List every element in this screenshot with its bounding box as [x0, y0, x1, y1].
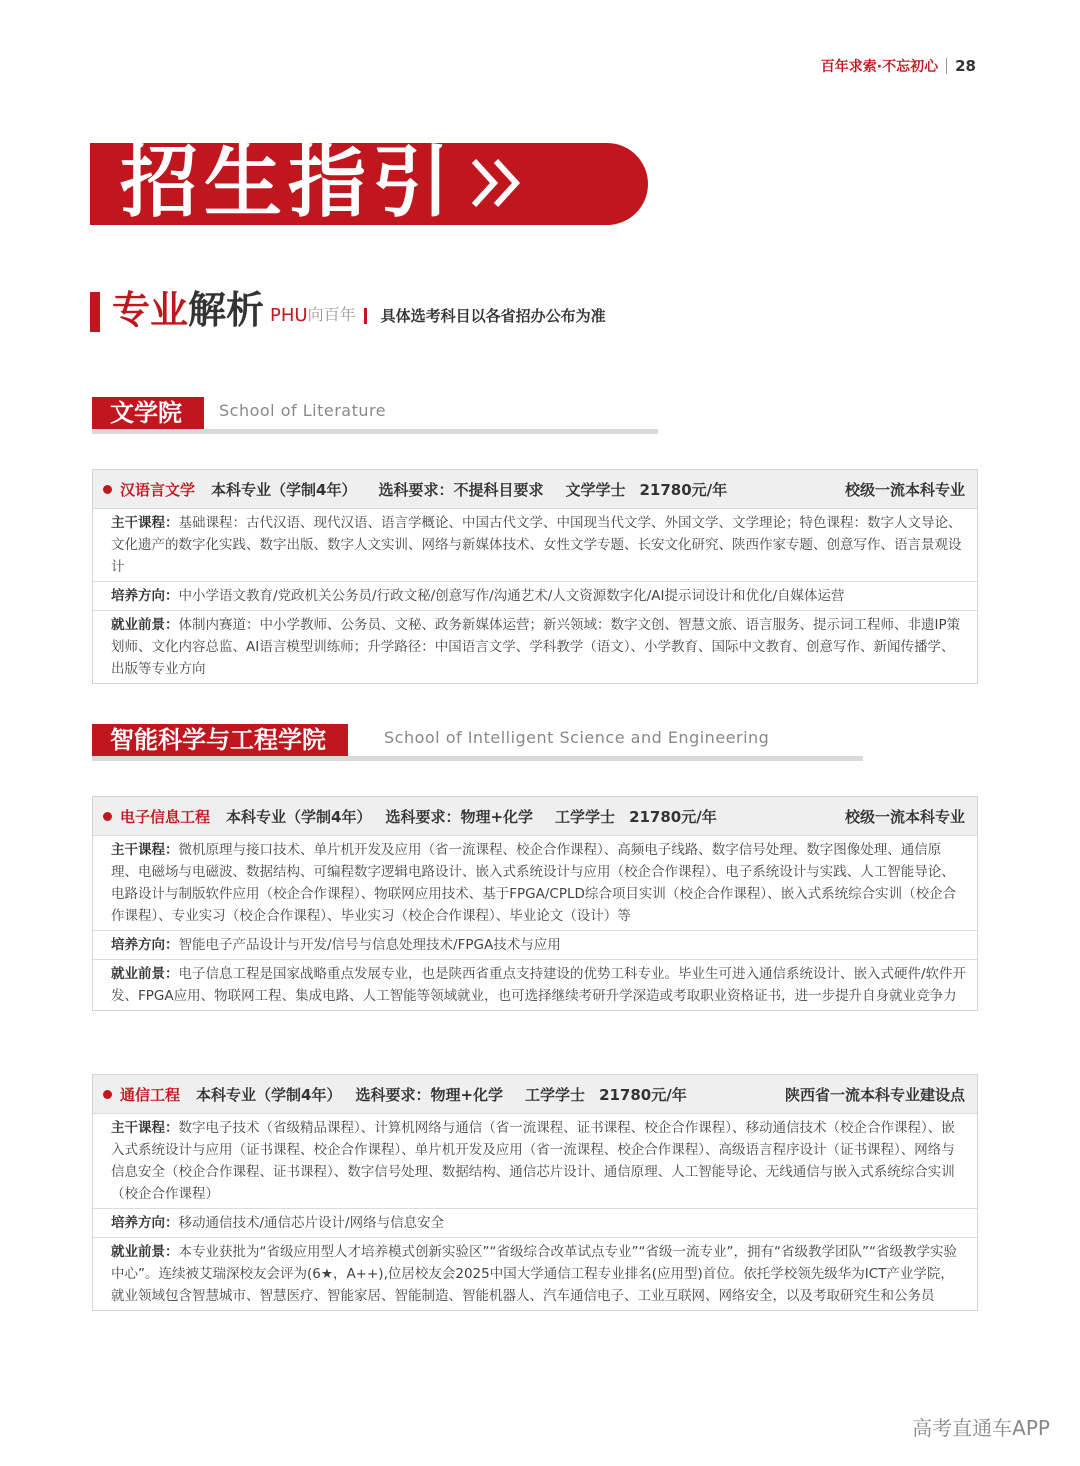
direction-text: 移动通信技术/通信芯片设计/网络与信息安全 — [178, 1215, 445, 1231]
major-requirement: 选科要求：物理+化学 — [385, 807, 534, 826]
major-badge: 陕西省一流本科专业建设点 — [784, 1085, 965, 1104]
school-name-en: School of Literature — [219, 401, 387, 420]
school-name: 智能科学与工程学院 — [92, 724, 348, 756]
courses-label: 主干课程： — [111, 515, 179, 531]
bullet-dot-icon — [103, 485, 112, 494]
section-divider — [364, 308, 367, 324]
direction-row — [93, 581, 977, 610]
school-name-en: School of Intelligent Science and Engineering — [384, 728, 770, 747]
career-label: 就业前景： — [111, 966, 179, 982]
major-degree: 工学学士 — [555, 807, 616, 826]
bullet-dot-icon — [103, 1090, 112, 1099]
major-header — [93, 797, 977, 835]
page-header — [821, 56, 976, 76]
direction-label: 培养方向： — [111, 1215, 179, 1231]
major-fee: 21780元/年 — [629, 807, 717, 826]
direction-text: 智能电子产品设计与开发/信号与信息处理技术/FPGA技术与应用 — [178, 937, 561, 953]
major-header — [93, 470, 977, 508]
major-fee: 21780元/年 — [599, 1085, 687, 1104]
major-degree: 文学学士 — [565, 480, 626, 499]
courses-row — [93, 1113, 977, 1208]
courses-label: 主干课程： — [111, 1120, 179, 1136]
title-banner — [90, 138, 648, 228]
section-title-dark: 解析 — [188, 288, 265, 332]
section-accent-bar — [90, 292, 100, 332]
section-heading — [90, 288, 606, 332]
major-name: 电子信息工程 — [120, 807, 211, 826]
courses-row — [93, 508, 977, 581]
direction-text: 中小学语文教育/党政机关公务员/行政文秘/创意写作/沟通艺术/人文资源数字化/AI提示词设计和优化/自媒体运营 — [178, 588, 845, 604]
courses-text: 基础课程：古代汉语、现代汉语、语言学概论、中国古代文学、中国现当代文学、外国文学、文学理论；特色课程：数字人文导论、文化遗产的数字化实践、数字出版、数字人文实训、网络与新媒体技术、女性文学专题、长安文化研究、陕西作家专题、创意写作、语言景观设计 — [111, 515, 962, 575]
double-chevron-right-icon — [468, 153, 528, 213]
header-motto: 百年求索·不忘初心 — [820, 59, 939, 75]
career-row — [93, 1237, 977, 1310]
major-card — [92, 796, 978, 1011]
major-header — [93, 1075, 977, 1113]
direction-label: 培养方向： — [111, 588, 179, 604]
major-name: 通信工程 — [120, 1085, 181, 1104]
career-text: 本专业获批为“省级应用型人才培养模式创新实验区”“省级综合改革试点专业”“省级一流专业”，拥有“省级教学团队”“省级教学实验中心”。连续被艾瑞深校友会评为(6★，A++),位居校友会2025中国大学通信工程专业排名(应用型)首位。依托学校领先级华为ICT产业学院，就业领域包含智慧城市、智慧医疗、智能家居、智能制造、智能机器人、汽车通信电子、工业互联网、网络安全，以及考取研究生和公务员 — [111, 1244, 957, 1304]
career-row — [93, 610, 977, 683]
section-sub-red: PHU — [270, 305, 308, 326]
direction-row — [93, 930, 977, 959]
direction-row — [93, 1208, 977, 1237]
major-type: 本科专业（学制4年） — [211, 480, 357, 499]
watermark: 高考直通车APP — [912, 1416, 1050, 1440]
school-name: 文学院 — [92, 397, 204, 429]
career-text: 电子信息工程是国家战略重点发展专业，也是陕西省重点支持建设的优势工科专业。毕业生可进入通信系统设计、嵌入式硬件/软件开发、FPGA应用、物联网工程、集成电路、人工智能等领域就业，也可选择继续考研升学深造或考取职业资格证书，进一步提升自身就业竞争力 — [111, 966, 967, 1004]
courses-label: 主干课程： — [111, 842, 179, 858]
major-requirement: 选科要求：物理+化学 — [355, 1085, 504, 1104]
section-title — [112, 288, 264, 332]
header-divider — [946, 58, 947, 74]
major-degree: 工学学士 — [525, 1085, 586, 1104]
banner-title: 招生指引 — [120, 138, 457, 228]
school-underline — [92, 756, 863, 761]
major-badge: 校级一流本科专业 — [844, 807, 965, 826]
page-number: 28 — [955, 57, 976, 75]
bullet-dot-icon — [103, 812, 112, 821]
major-badge: 校级一流本科专业 — [844, 480, 965, 499]
major-name: 汉语言文学 — [120, 480, 196, 499]
section-sub-gray: 向百年 — [307, 305, 356, 324]
career-text: 体制内赛道：中小学教师、公务员、文秘、政务新媒体运营；新兴领域：数字文创、智慧文旅、语言服务、提示词工程师、非遗IP策划师、文化内容总监、AI语言模型训练师；升学路径：中国语言文学、学科教学（语文）、小学教育、国际中文教育、创意写作、新闻传播学、出版等专业方向 — [111, 617, 961, 677]
school-underline — [92, 429, 658, 434]
courses-text: 数字电子技术（省级精品课程）、计算机网络与通信（省一流课程、证书课程、校企合作课程）、移动通信技术（校企合作课程）、嵌入式系统设计与应用（证书课程、校企合作课程）、单片机开发及应用（省一流课程、校企合作课程）、高级语言程序设计（证书课程）、网络与信息安全（校企合作课程、证书课程）、数字信号处理、数据结构、通信芯片设计、通信原理、人工智能导论、无线通信与嵌入式系统综合实训（校企合作课程） — [111, 1120, 955, 1202]
major-card — [92, 469, 978, 684]
section-title-red: 专业 — [112, 288, 189, 332]
career-row — [93, 959, 977, 1010]
courses-row — [93, 835, 977, 930]
direction-label: 培养方向： — [111, 937, 179, 953]
major-requirement: 选科要求：不提科目要求 — [378, 480, 544, 499]
major-type: 本科专业（学制4年） — [196, 1085, 342, 1104]
school-heading-intelligent-science — [92, 724, 867, 760]
school-heading-literature — [92, 397, 662, 433]
major-card — [92, 1074, 978, 1311]
major-type: 本科专业（学制4年） — [226, 807, 372, 826]
career-label: 就业前景： — [111, 617, 179, 633]
section-note: 具体选考科目以各省招办公布为准 — [380, 307, 606, 325]
courses-text: 微机原理与接口技术、单片机开发及应用（省一流课程、校企合作课程）、高频电子线路、数字信号处理、数字图像处理、通信原理、电磁场与电磁波、数据结构、可编程数字逻辑电路设计、嵌入式系统设计与应用（校企合作课程）、电子系统设计与实践、人工智能导论、电路设计与制版软件应用（校企合作课程）、物联网应用技术、基于FPGA/CPLD综合项目实训（校企合作课程）、嵌入式系统综合实训（校企合作课程）、专业实习（校企合作课程）、毕业实习（校企合作课程）、毕业论文（设计）等 — [111, 842, 957, 924]
major-fee: 21780元/年 — [639, 480, 728, 499]
career-label: 就业前景： — [111, 1244, 179, 1260]
